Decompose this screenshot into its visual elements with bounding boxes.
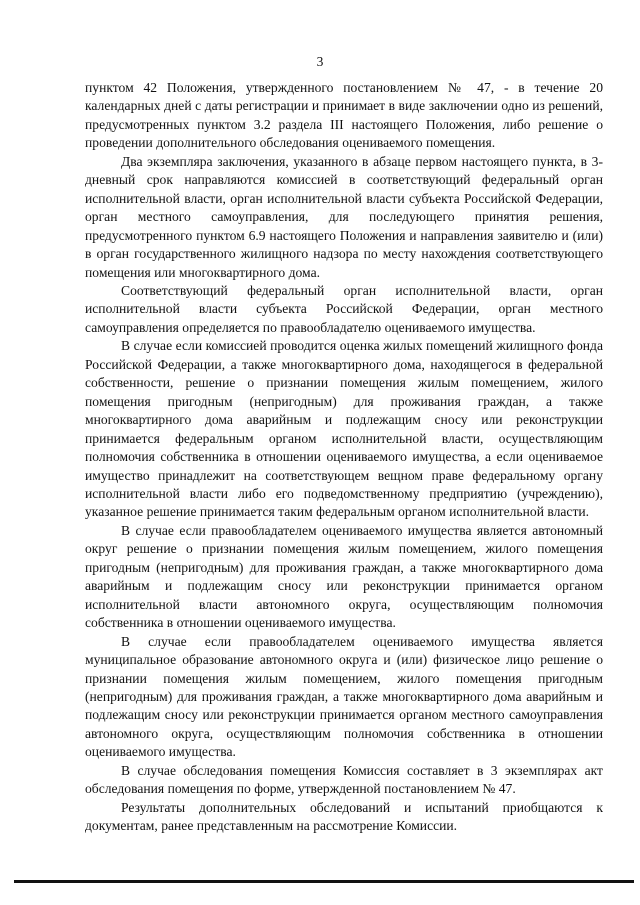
paragraph-responsible-authority: Соответствующий федеральный орган исполнительной власти, орган исполнительной власти субъекта Российской Федерации, орган местного самоуправления определяется по правообладателю оцениваемого имущества.	[85, 282, 603, 335]
paragraph-federal-fund: В случае если комиссией проводится оценка жилых помещений жилищного фонда Российской Федерации, а также многоквартирного дома, находящегося в федеральной собственности, решение о признании помещения жилым помещением, жилого помещения пригодным (непригодным) для проживания граждан, а также многоквартирного дома аварийным и подлежащим сносу или реконструкции принимается федеральным органом исполнительной власти, осуществляющим полномочия собственника в отношении оцениваемого имущества, а если оцениваемое имущество принадлежит на соответствующем вещном праве федеральному органу исполнительной власти либо его подведомственному предприятию (учреждению), указанное решение принимается таким федеральным органом исполнительной власти.	[85, 338, 603, 520]
paragraph-conclusion-copies: Два экземпляра заключения, указанного в абзаце первом настоящего пункта, в 3-дневный срок направляются комиссией в соответствующий федеральный орган исполнительной власти, орган исполнительной власти субъекта Российской Федерации, орган местного самоуправления, для последующего принятия решения, предусмотренного пунктом 6.9 настоящего Положения и направления заявителю и (или) в орган государственного жилищного надзора по месту нахождения соответствующего помещения или многоквартирного дома.	[85, 153, 603, 280]
paragraph-municipal: В случае если правообладателем оцениваемого имущества является муниципальное образование автономного округа и (или) физическое лицо решение о признании помещения жилым помещением, жилого помещения пригодным (непригодным) для проживания граждан, а также многоквартирного дома аварийным и подлежащим сносу или реконструкции принимается органом местного самоуправления автономного округа, осуществляющим полномочия собственника в отношении оцениваемого имущества.	[85, 633, 603, 760]
paragraph-additional-results: Результаты дополнительных обследований и испытаний приобщаются к документам, ранее представленным на рассмотрение Комиссии.	[85, 799, 603, 834]
document-body	[85, 79, 603, 836]
page-number: 3	[316, 54, 324, 69]
paragraph-inspection-act: В случае обследования помещения Комиссия составляет в 3 экземплярах акт обследования помещения по форме, утвержденной постановлением № 47.	[85, 762, 603, 797]
paragraph-continuation: пунктом 42 Положения, утвержденного постановлением № 47, - в течение 20 календарных дней с даты регистрации и принимает в виде заключении одно из решений, предусмотренных пунктом 3.2 раздела III настоящего Положения, либо решение о проведении дополнительного обследования оцениваемого помещения.	[85, 80, 603, 151]
paragraph-autonomous-okrug: В случае если правообладателем оцениваемого имущества является автономный округ решение о признании помещения жилым помещением, жилого помещения пригодным (непригодным) для проживания граждан, а также многоквартирного дома аварийным и подлежащим сносу или реконструкции принимается органом исполнительной власти автономного округа, осуществляющим полномочия собственника в отношении оцениваемого имущества.	[85, 522, 603, 631]
bottom-scan-edge-line	[14, 880, 634, 883]
